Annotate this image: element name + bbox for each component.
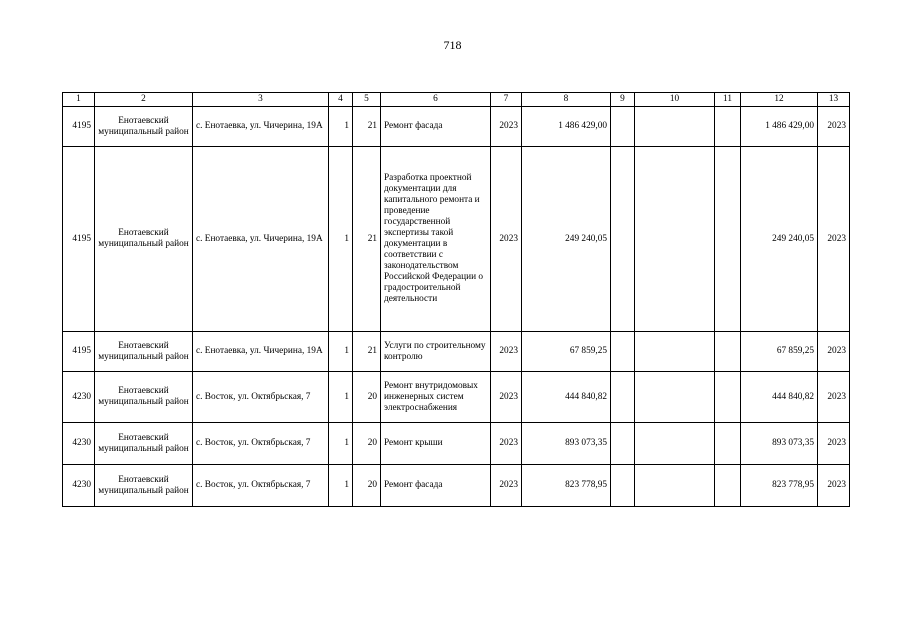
cell-work-type: Ремонт крыши (381, 423, 491, 465)
cell-col10 (635, 423, 715, 465)
cell-plan-year: 2023 (818, 332, 850, 372)
cell-col9 (611, 465, 635, 507)
cell-total-cost: 444 840,82 (522, 372, 611, 423)
cell-col11 (715, 465, 741, 507)
cell-fund-cost: 823 778,95 (741, 465, 818, 507)
cell-col9 (611, 147, 635, 332)
cell-col10 (635, 372, 715, 423)
cell-col5: 20 (353, 423, 381, 465)
cell-year: 2023 (491, 372, 522, 423)
cell-col11 (715, 372, 741, 423)
cell-col4: 1 (329, 107, 353, 147)
column-header-6: 6 (381, 93, 491, 107)
cell-id: 4230 (63, 372, 95, 423)
cell-col4: 1 (329, 372, 353, 423)
cell-col11 (715, 423, 741, 465)
cell-fund-cost: 67 859,25 (741, 332, 818, 372)
cell-col10 (635, 332, 715, 372)
cell-col9 (611, 332, 635, 372)
cell-year: 2023 (491, 147, 522, 332)
cell-col11 (715, 332, 741, 372)
cell-col10 (635, 107, 715, 147)
header-row (63, 93, 850, 107)
cell-total-cost: 67 859,25 (522, 332, 611, 372)
cell-col5: 20 (353, 465, 381, 507)
cell-work-type: Ремонт внутридомовых инженерных систем электроснабжения (381, 372, 491, 423)
cell-plan-year: 2023 (818, 465, 850, 507)
cell-col9 (611, 423, 635, 465)
cell-col11 (715, 107, 741, 147)
cell-col10 (635, 147, 715, 332)
column-header-4: 4 (329, 93, 353, 107)
cell-fund-cost: 444 840,82 (741, 372, 818, 423)
cell-col9 (611, 372, 635, 423)
column-header-8: 8 (522, 93, 611, 107)
table-row (63, 423, 850, 465)
cell-plan-year: 2023 (818, 372, 850, 423)
column-header-3: 3 (193, 93, 329, 107)
cell-address: с. Енотаевка, ул. Чичерина, 19А (193, 107, 329, 147)
cell-district: Енотаевский муниципальный район (95, 332, 193, 372)
cell-col9 (611, 107, 635, 147)
table-row (63, 332, 850, 372)
cell-address: с. Енотаевка, ул. Чичерина, 19А (193, 332, 329, 372)
table-row (63, 465, 850, 507)
cell-id: 4195 (63, 332, 95, 372)
cell-address: с. Восток, ул. Октябрьская, 7 (193, 465, 329, 507)
cell-fund-cost: 893 073,35 (741, 423, 818, 465)
cell-address: с. Енотаевка, ул. Чичерина, 19А (193, 147, 329, 332)
cell-id: 4230 (63, 423, 95, 465)
table-row (63, 107, 850, 147)
cell-col4: 1 (329, 465, 353, 507)
page-number: 718 (443, 38, 462, 52)
cell-work-type: Ремонт фасада (381, 107, 491, 147)
cell-plan-year: 2023 (818, 147, 850, 332)
cell-total-cost: 893 073,35 (522, 423, 611, 465)
cell-work-type: Разработка проектной документации для капитального ремонта и проведение государственной экспертизы такой документации в соответствии с законодательством Российской Федерации о градостроительной деятельности (381, 147, 491, 332)
cell-district: Енотаевский муниципальный район (95, 423, 193, 465)
cell-district: Енотаевский муниципальный район (95, 147, 193, 332)
cell-id: 4230 (63, 465, 95, 507)
column-header-7: 7 (491, 93, 522, 107)
cell-col4: 1 (329, 423, 353, 465)
cell-col5: 21 (353, 332, 381, 372)
capital-repair-table (62, 92, 850, 507)
cell-col5: 20 (353, 372, 381, 423)
cell-year: 2023 (491, 423, 522, 465)
cell-col4: 1 (329, 332, 353, 372)
cell-col5: 21 (353, 147, 381, 332)
cell-address: с. Восток, ул. Октябрьская, 7 (193, 423, 329, 465)
column-header-12: 12 (741, 93, 818, 107)
cell-district: Енотаевский муниципальный район (95, 465, 193, 507)
column-header-2: 2 (95, 93, 193, 107)
cell-total-cost: 823 778,95 (522, 465, 611, 507)
cell-col11 (715, 147, 741, 332)
column-header-1: 1 (63, 93, 95, 107)
table-row (63, 147, 850, 332)
column-header-11: 11 (715, 93, 741, 107)
cell-plan-year: 2023 (818, 423, 850, 465)
column-header-5: 5 (353, 93, 381, 107)
cell-fund-cost: 1 486 429,00 (741, 107, 818, 147)
cell-col10 (635, 465, 715, 507)
cell-year: 2023 (491, 332, 522, 372)
cell-district: Енотаевский муниципальный район (95, 107, 193, 147)
cell-year: 2023 (491, 465, 522, 507)
cell-fund-cost: 249 240,05 (741, 147, 818, 332)
column-header-10: 10 (635, 93, 715, 107)
table-row (63, 372, 850, 423)
cell-col5: 21 (353, 107, 381, 147)
cell-col4: 1 (329, 147, 353, 332)
cell-total-cost: 249 240,05 (522, 147, 611, 332)
cell-year: 2023 (491, 107, 522, 147)
cell-work-type: Ремонт фасада (381, 465, 491, 507)
cell-work-type: Услуги по строительному контролю (381, 332, 491, 372)
cell-district: Енотаевский муниципальный район (95, 372, 193, 423)
column-header-13: 13 (818, 93, 850, 107)
cell-address: с. Восток, ул. Октябрьская, 7 (193, 372, 329, 423)
cell-plan-year: 2023 (818, 107, 850, 147)
cell-id: 4195 (63, 147, 95, 332)
column-header-9: 9 (611, 93, 635, 107)
cell-id: 4195 (63, 107, 95, 147)
cell-total-cost: 1 486 429,00 (522, 107, 611, 147)
